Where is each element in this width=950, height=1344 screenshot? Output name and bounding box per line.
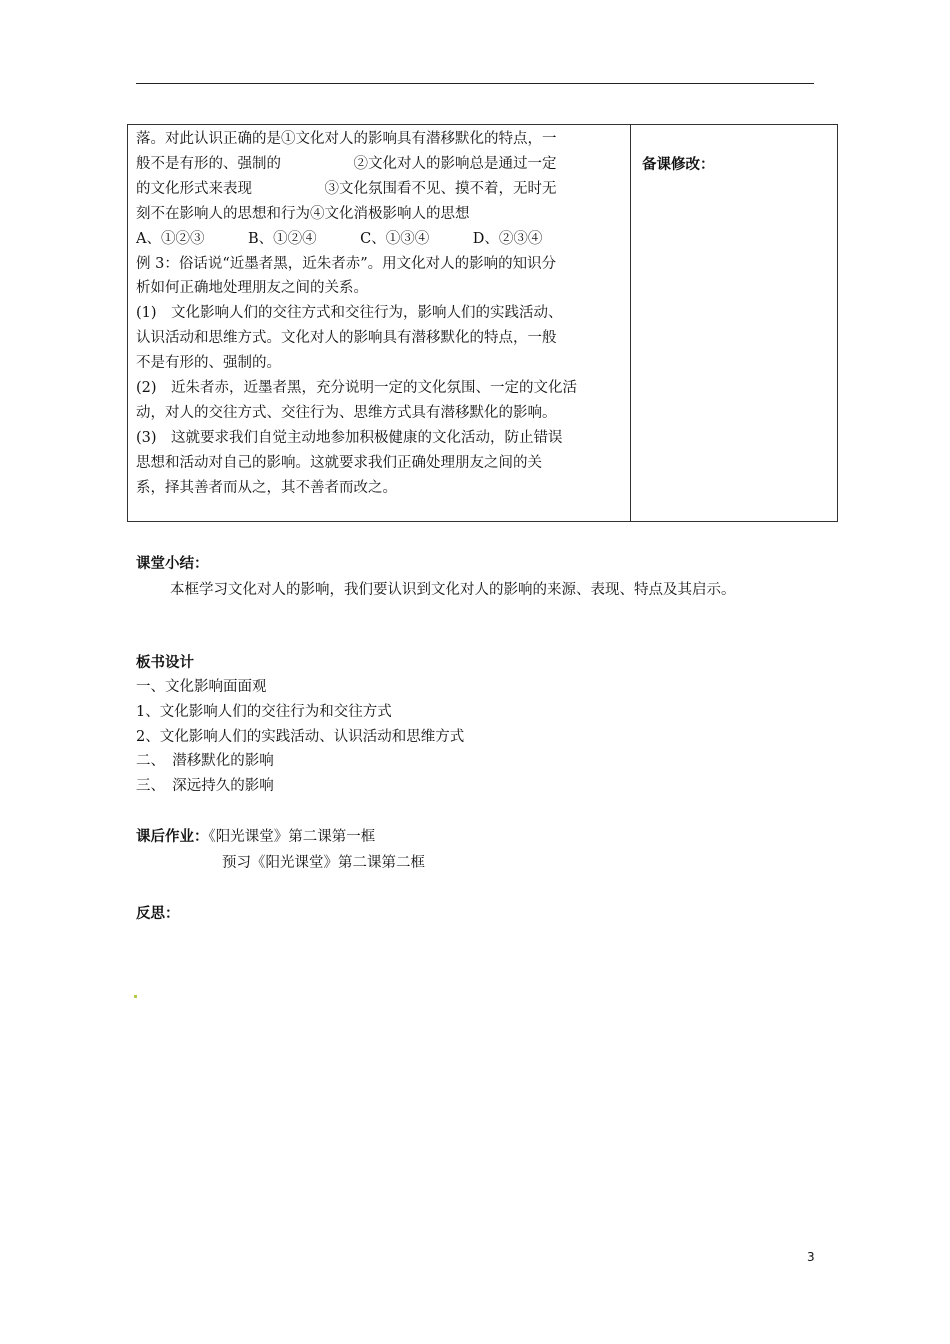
homework-preview: 预习《阳光课堂》第二课第二框 [222, 855, 425, 871]
homework-label: 课后作业： [136, 829, 209, 845]
lesson-content-cell [128, 125, 631, 521]
lesson-table [127, 124, 838, 522]
content-line: 刻不在影响人的思想和行为④文化消极影响人的思想 [136, 205, 470, 222]
answer-options: A、①②③ B、①②④ C、①③④ D、②③④ [136, 230, 543, 247]
content-line: 般不是有形的、强制的 ②文化对人的影响总是通过一定 [136, 155, 557, 172]
stray-mark [134, 995, 137, 998]
content-line: (3) 这就要求我们自觉主动地参加积极健康的文化活动，防止错误 [136, 429, 563, 446]
content-line: 落。对此认识正确的是①文化对人的影响具有潜移默化的特点，一 [136, 131, 557, 147]
notes-cell [631, 125, 837, 521]
content-line: 思想和活动对自己的影响。这就要求我们正确处理朋友之间的关 [136, 454, 542, 471]
notes-label: 备课修改： [642, 157, 715, 173]
content-line: (2) 近朱者赤，近墨者黑，充分说明一定的文化氛围、一定的文化活 [136, 380, 578, 397]
content-line: (1) 文化影响人们的交往方式和交往行为，影响人们的实践活动、 [136, 305, 563, 322]
homework-task: 《阳光课堂》第二课第一框 [208, 829, 376, 845]
board-item: 1、文化影响人们的交往行为和交往方式 [136, 703, 392, 720]
board-item: 二、 潜移默化的影响 [136, 753, 274, 770]
content-line: 的文化形式来表现 ③文化氛围看不见、摸不着，无时无 [136, 180, 557, 197]
content-line: 动，对人的交往方式、交往行为、思维方式具有潜移默化的影响。 [136, 404, 557, 421]
board-design-list [136, 675, 464, 799]
content-line: 析如何正确地处理朋友之间的关系。 [136, 280, 368, 297]
board-design-title: 板书设计 [136, 655, 194, 671]
reflection-label: 反思： [136, 906, 180, 922]
content-line: 认识活动和思维方式。文化对人的影响具有潜移默化的特点，一般 [136, 330, 557, 347]
content-line: 例 3：俗话说“近墨者黑，近朱者赤”。用文化对人的影响的知识分 [136, 255, 557, 272]
board-item: 三、 深远持久的影响 [136, 778, 274, 795]
homework-line [136, 825, 375, 846]
page-number: 3 [807, 1250, 815, 1264]
summary-text: 本框学习文化对人的影响，我们要认识到文化对人的影响的来源、表现、特点及其启示。 [170, 582, 736, 598]
header-rule [136, 83, 814, 84]
board-item: 2、文化影响人们的实践活动、认识活动和思维方式 [136, 728, 465, 745]
content-line: 不是有形的、强制的。 [136, 355, 281, 372]
summary-title: 课堂小结： [136, 556, 209, 572]
content-line: 系，择其善者而从之，其不善者而改之。 [136, 479, 397, 496]
board-item: 一、文化影响面面观 [136, 679, 267, 695]
